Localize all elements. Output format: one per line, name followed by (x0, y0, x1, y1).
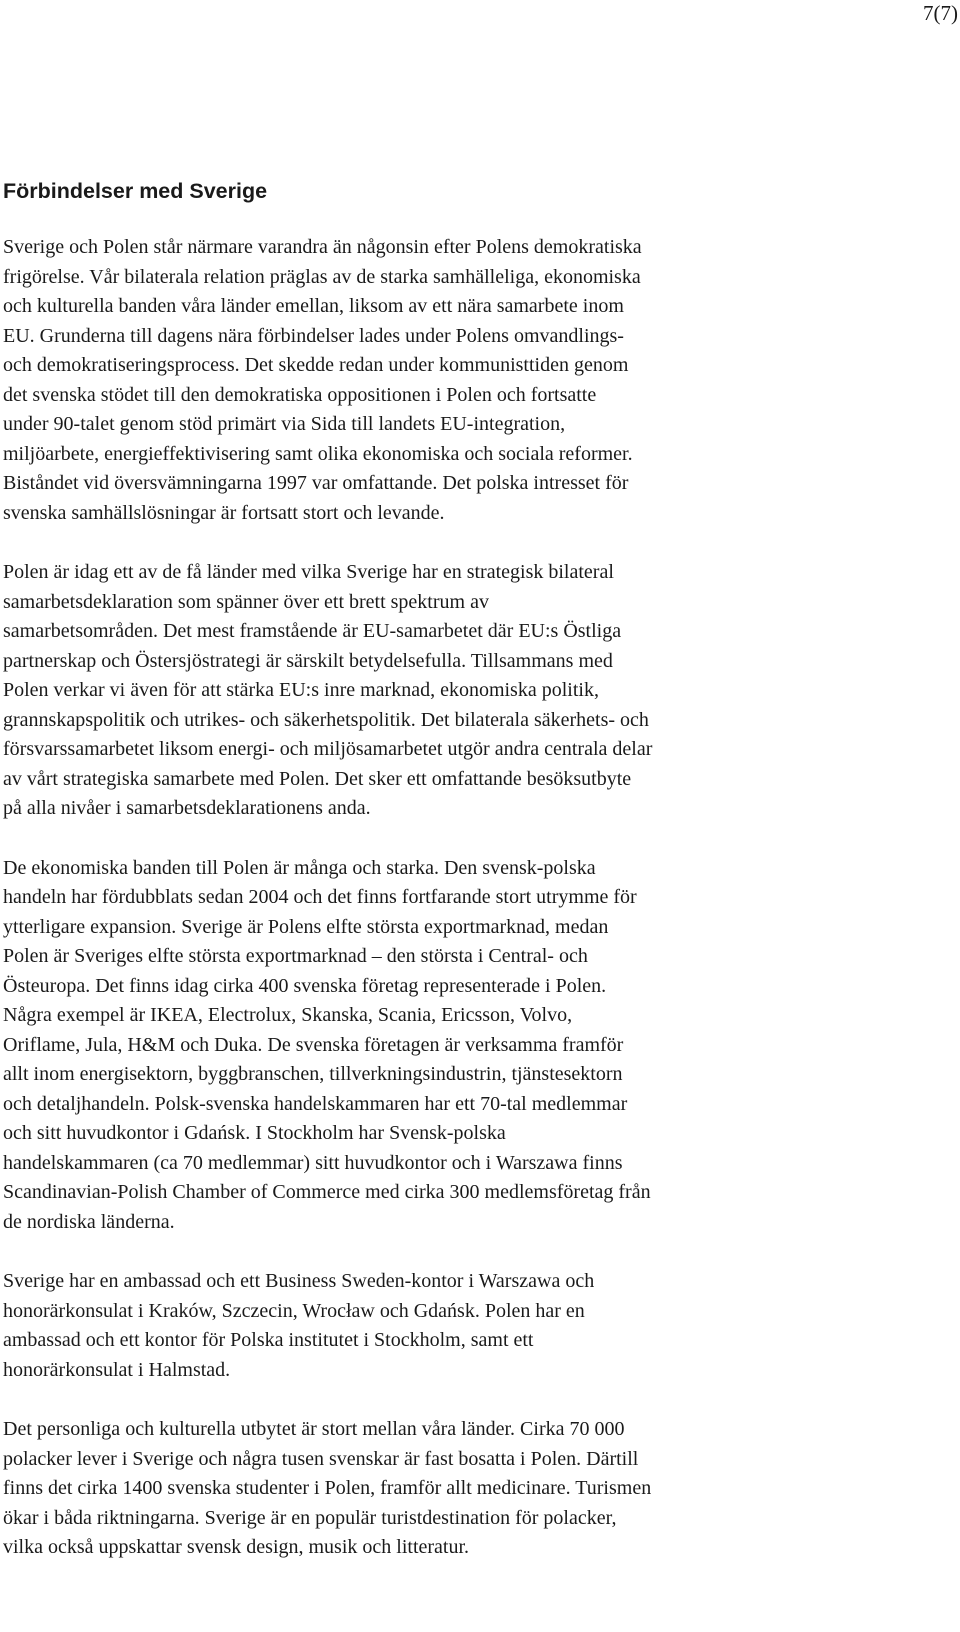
text-line: Sverige och Polen står närmare varandra än någonsin efter Polens demokratiska (3, 236, 642, 258)
text-line: polacker lever i Sverige och några tusen svenskar är fast bosatta i Polen. Därtill (3, 1447, 639, 1470)
text-line: det svenska stödet till den demokratiska oppositionen i Polen och fortsatte (3, 383, 597, 406)
text-line: Biståndet vid översvämningarna 1997 var omfattande. Det polska intresset för (3, 472, 629, 494)
text-line: EU. Grunderna till dagens nära förbindelser lades under Polens omvandlings- (3, 324, 624, 347)
text-line: och detaljhandeln. Polsk-svenska handelskammaren har ett 70-tal medlemmar (3, 1092, 628, 1115)
text-line: och demokratiseringsprocess. Det skedde redan under kommunisttiden genom (3, 354, 629, 376)
text-line: ökar i båda riktningarna. Sverige är en populär turistdestination för polacker, (3, 1506, 617, 1529)
paragraph-2 (3, 558, 958, 824)
paragraph-5 (3, 1415, 958, 1563)
paragraph-4 (3, 1267, 958, 1385)
text-line: Polen är idag ett av de få länder med vilka Sverige har en strategisk bilateral (3, 561, 614, 583)
text-line: samarbetsdeklaration som spänner över ett brett spektrum av (3, 590, 489, 613)
text-line: grannskapspolitik och utrikes- och säkerhetspolitik. Det bilaterala säkerhets- och (3, 708, 649, 731)
text-line: ambassad och ett kontor för Polska institutet i Stockholm, samt ett (3, 1329, 534, 1351)
text-line: Östeuropa. Det finns idag cirka 400 svenska företag representerade i Polen. (3, 974, 607, 997)
text-line: svenska samhällslösningar är fortsatt stort och levande. (3, 501, 445, 524)
text-line: Scandinavian-Polish Chamber of Commerce med cirka 300 medlemsföretag från (3, 1181, 651, 1203)
section-heading: Förbindelser med Sverige (3, 179, 268, 203)
text-line: De ekonomiska banden till Polen är många och starka. Den svensk-polska (3, 856, 596, 879)
paragraph-3 (3, 854, 958, 1238)
paragraph-1 (3, 233, 958, 528)
text-line: frigörelse. Vår bilaterala relation präglas av de starka samhälleliga, ekonomiska (3, 265, 641, 288)
text-line: Polen verkar vi även för att stärka EU:s inre marknad, ekonomiska politik, (3, 679, 599, 701)
text-line: vilka också uppskattar svensk design, musik och litteratur. (3, 1536, 470, 1558)
text-line: honorärkonsulat i Halmstad. (3, 1358, 231, 1381)
text-line: Oriflame, Jula, H&M och Duka. De svenska företagen är verksamma framför (3, 1033, 624, 1056)
text-line: samarbetsområden. Det mest framstående är EU-samarbetet där EU:s Östliga (3, 620, 622, 642)
text-line: miljöarbete, energieffektivisering samt olika ekonomiska och sociala reformer. (3, 442, 633, 465)
text-line: och kulturella banden våra länder emellan, liksom av ett nära samarbete inom (3, 295, 624, 317)
text-line: partnerskap och Östersjöstrategi är särskilt betydelsefulla. Tillsammans med (3, 649, 613, 672)
paragraph-list (3, 233, 958, 1563)
text-line: handeln har fördubblats sedan 2004 och det finns fortfarande stort utrymme för (3, 886, 637, 908)
text-line: ytterligare expansion. Sverige är Polens elfte största exportmarknad, medan (3, 915, 609, 938)
text-line: handelskammaren (ca 70 medlemmar) sitt huvudkontor och i Warszawa finns (3, 1151, 623, 1174)
text-line: de nordiska länderna. (3, 1210, 175, 1233)
text-line: av vårt strategiska samarbete med Polen. Det sker ett omfattande besöksutbyte (3, 767, 632, 790)
text-line: Det personliga och kulturella utbytet är stort mellan våra länder. Cirka 70 000 (3, 1418, 625, 1440)
text-line: finns det cirka 1400 svenska studenter i Polen, framför allt medicinare. Turismen (3, 1477, 652, 1499)
document-body (3, 177, 958, 1593)
text-line: under 90-talet genom stöd primärt via Sida till landets EU-integration, (3, 413, 566, 435)
text-line: Några exempel är IKEA, Electrolux, Skanska, Scania, Ericsson, Volvo, (3, 1004, 573, 1026)
text-line: allt inom energisektorn, byggbranschen, tillverkningsindustrin, tjänstesektorn (3, 1063, 623, 1085)
text-line: på alla nivåer i samarbetsdeklarationens anda. (3, 797, 371, 819)
text-line: Polen är Sveriges elfte största exportmarknad – den största i Central- och (3, 945, 588, 967)
page-number: 7(7) (923, 1, 958, 25)
text-line: försvarssamarbetet liksom energi- och miljösamarbetet utgör andra centrala delar (3, 738, 653, 760)
text-line: honorärkonsulat i Kraków, Szczecin, Wrocław och Gdańsk. Polen har en (3, 1299, 585, 1322)
text-line: Sverige har en ambassad och ett Business Sweden-kontor i Warszawa och (3, 1270, 595, 1292)
text-line: och sitt huvudkontor i Gdańsk. I Stockholm har Svensk-polska (3, 1122, 506, 1144)
